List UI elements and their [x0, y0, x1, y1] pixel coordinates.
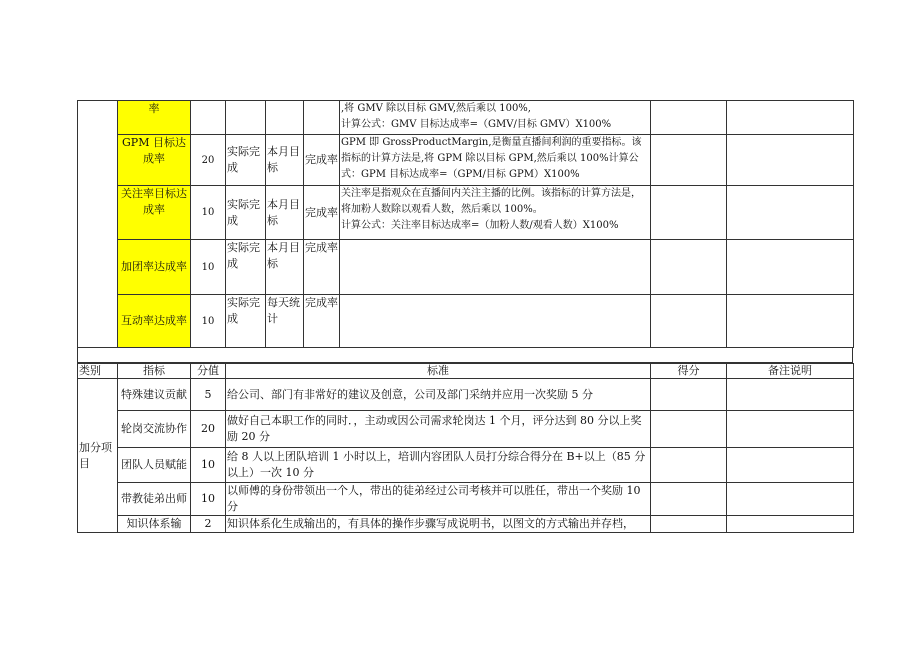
header-remark: 备注说明 — [727, 364, 854, 379]
actual-cell: 实际完成 — [226, 135, 266, 186]
remark-cell — [727, 295, 854, 348]
standard-cell — [340, 135, 651, 186]
indicator-cell: 率 — [118, 101, 191, 135]
remark-cell — [727, 379, 854, 411]
indicator-cell: 关注率目标达成率 — [118, 186, 191, 240]
score-cell — [651, 516, 727, 533]
indicator-cell: 加团率达成率 — [118, 240, 191, 295]
standard-cell: 以师傅的身份带领出一个人，带出的徒弟经过公司考核并可以胜任，带出一个奖励 10 分 — [226, 483, 651, 516]
indicator-cell: 知识体系输 — [118, 516, 191, 533]
remark-cell — [727, 240, 854, 295]
header-weight: 分值 — [191, 364, 226, 379]
remark-cell — [727, 448, 854, 483]
score-cell — [651, 411, 727, 448]
indicator-cell: 互动率达成率 — [118, 295, 191, 348]
standard-line: 计算公式：GMV 目标达成率=（GMV/目标 GMV）X100% — [341, 119, 612, 130]
rate-cell: 完成率 — [304, 295, 340, 348]
standard-cell — [340, 101, 651, 135]
weight-cell: 10 — [191, 295, 226, 348]
weight-cell: 20 — [191, 411, 226, 448]
indicator-cell: 带教徒弟出师 — [118, 483, 191, 516]
target-cell: 本月目标 — [266, 135, 304, 186]
score-cell — [651, 448, 727, 483]
standard-line: GPM 即 GrossProductMargin,是衡量直播间利润的重要指标。该指标的计算方法是,将 GPM 除以目标 GPM,然后乘以 100%计算公式：GPM 目标达成率=（GPM/目标 GPM）X100% — [341, 137, 642, 180]
score-cell — [651, 135, 727, 186]
standard-cell — [340, 240, 651, 295]
actual-cell: 实际完成 — [226, 295, 266, 348]
indicator-cell: 特殊建议贡献 — [118, 379, 191, 411]
score-cell — [651, 240, 727, 295]
remark-cell — [727, 516, 854, 533]
standard-cell: 给公司、部门有非常好的建议及创意，公司及部门采纳并应用一次奖励 5 分 — [226, 379, 651, 411]
remark-cell — [727, 186, 854, 240]
standard-line: 关注率是指观众在直播间内关注主播的比例。该指标的计算方法是，将加粉人数除以观看人数，然后乘以 100%。 — [341, 188, 641, 215]
header-standard: 标准 — [226, 364, 651, 379]
rate-cell: 完成率 — [304, 135, 340, 186]
standard-cell: 知识体系化生成输出的，有具体的操作步骤写成说明书，以图文的方式输出并存档， — [226, 516, 651, 533]
target-cell: 本月目标 — [266, 240, 304, 295]
rate-cell: 完成率 — [304, 240, 340, 295]
category-cell — [78, 101, 118, 348]
actual-cell: 实际完成 — [226, 186, 266, 240]
standard-cell: 给 8 人以上团队培训 1 小时以上，培训内容团队人员打分综合得分在 B+以上（85 分以上）一次 10 分 — [226, 448, 651, 483]
indicator-cell: 团队人员赋能 — [118, 448, 191, 483]
weight-cell: 2 — [191, 516, 226, 533]
indicator-cell: 轮岗交流协作 — [118, 411, 191, 448]
weight-cell: 10 — [191, 186, 226, 240]
target-cell: 每天统计 — [266, 295, 304, 348]
header-indicator: 指标 — [118, 364, 191, 379]
category-cell: 加分项目 — [78, 379, 118, 533]
gap-row — [77, 347, 853, 363]
standard-cell — [340, 295, 651, 348]
header-category: 类别 — [78, 364, 118, 379]
remark-cell — [727, 411, 854, 448]
standard-line: ,将 GMV 除以目标 GMV,然后乘以 100%, — [341, 103, 531, 114]
standard-line: 计算公式：关注率目标达成率=（加粉人数/观看人数）X100% — [341, 220, 619, 231]
score-cell — [651, 186, 727, 240]
score-cell — [651, 379, 727, 411]
standard-cell — [340, 186, 651, 240]
score-cell — [651, 483, 727, 516]
score-cell — [651, 101, 727, 135]
score-cell — [651, 295, 727, 348]
target-cell: 本月目标 — [266, 186, 304, 240]
weight-cell: 10 — [191, 448, 226, 483]
weight-cell: 10 — [191, 483, 226, 516]
header-score: 得分 — [651, 364, 727, 379]
actual-cell — [226, 101, 266, 135]
remark-cell — [727, 483, 854, 516]
weight-cell — [191, 101, 226, 135]
standard-cell: 做好自己本职工作的同时．，主动或因公司需求轮岗达 1 个月，评分达到 80 分以上奖励 20 分 — [226, 411, 651, 448]
weight-cell: 20 — [191, 135, 226, 186]
weight-cell: 5 — [191, 379, 226, 411]
bonus-table — [77, 363, 854, 533]
rate-cell — [304, 101, 340, 135]
remark-cell — [727, 135, 854, 186]
remark-cell — [727, 101, 854, 135]
indicator-cell: GPM 目标达成率 — [118, 135, 191, 186]
rate-cell: 完成率 — [304, 186, 340, 240]
target-cell — [266, 101, 304, 135]
actual-cell: 实际完成 — [226, 240, 266, 295]
weight-cell: 10 — [191, 240, 226, 295]
kpi-table — [77, 100, 854, 348]
